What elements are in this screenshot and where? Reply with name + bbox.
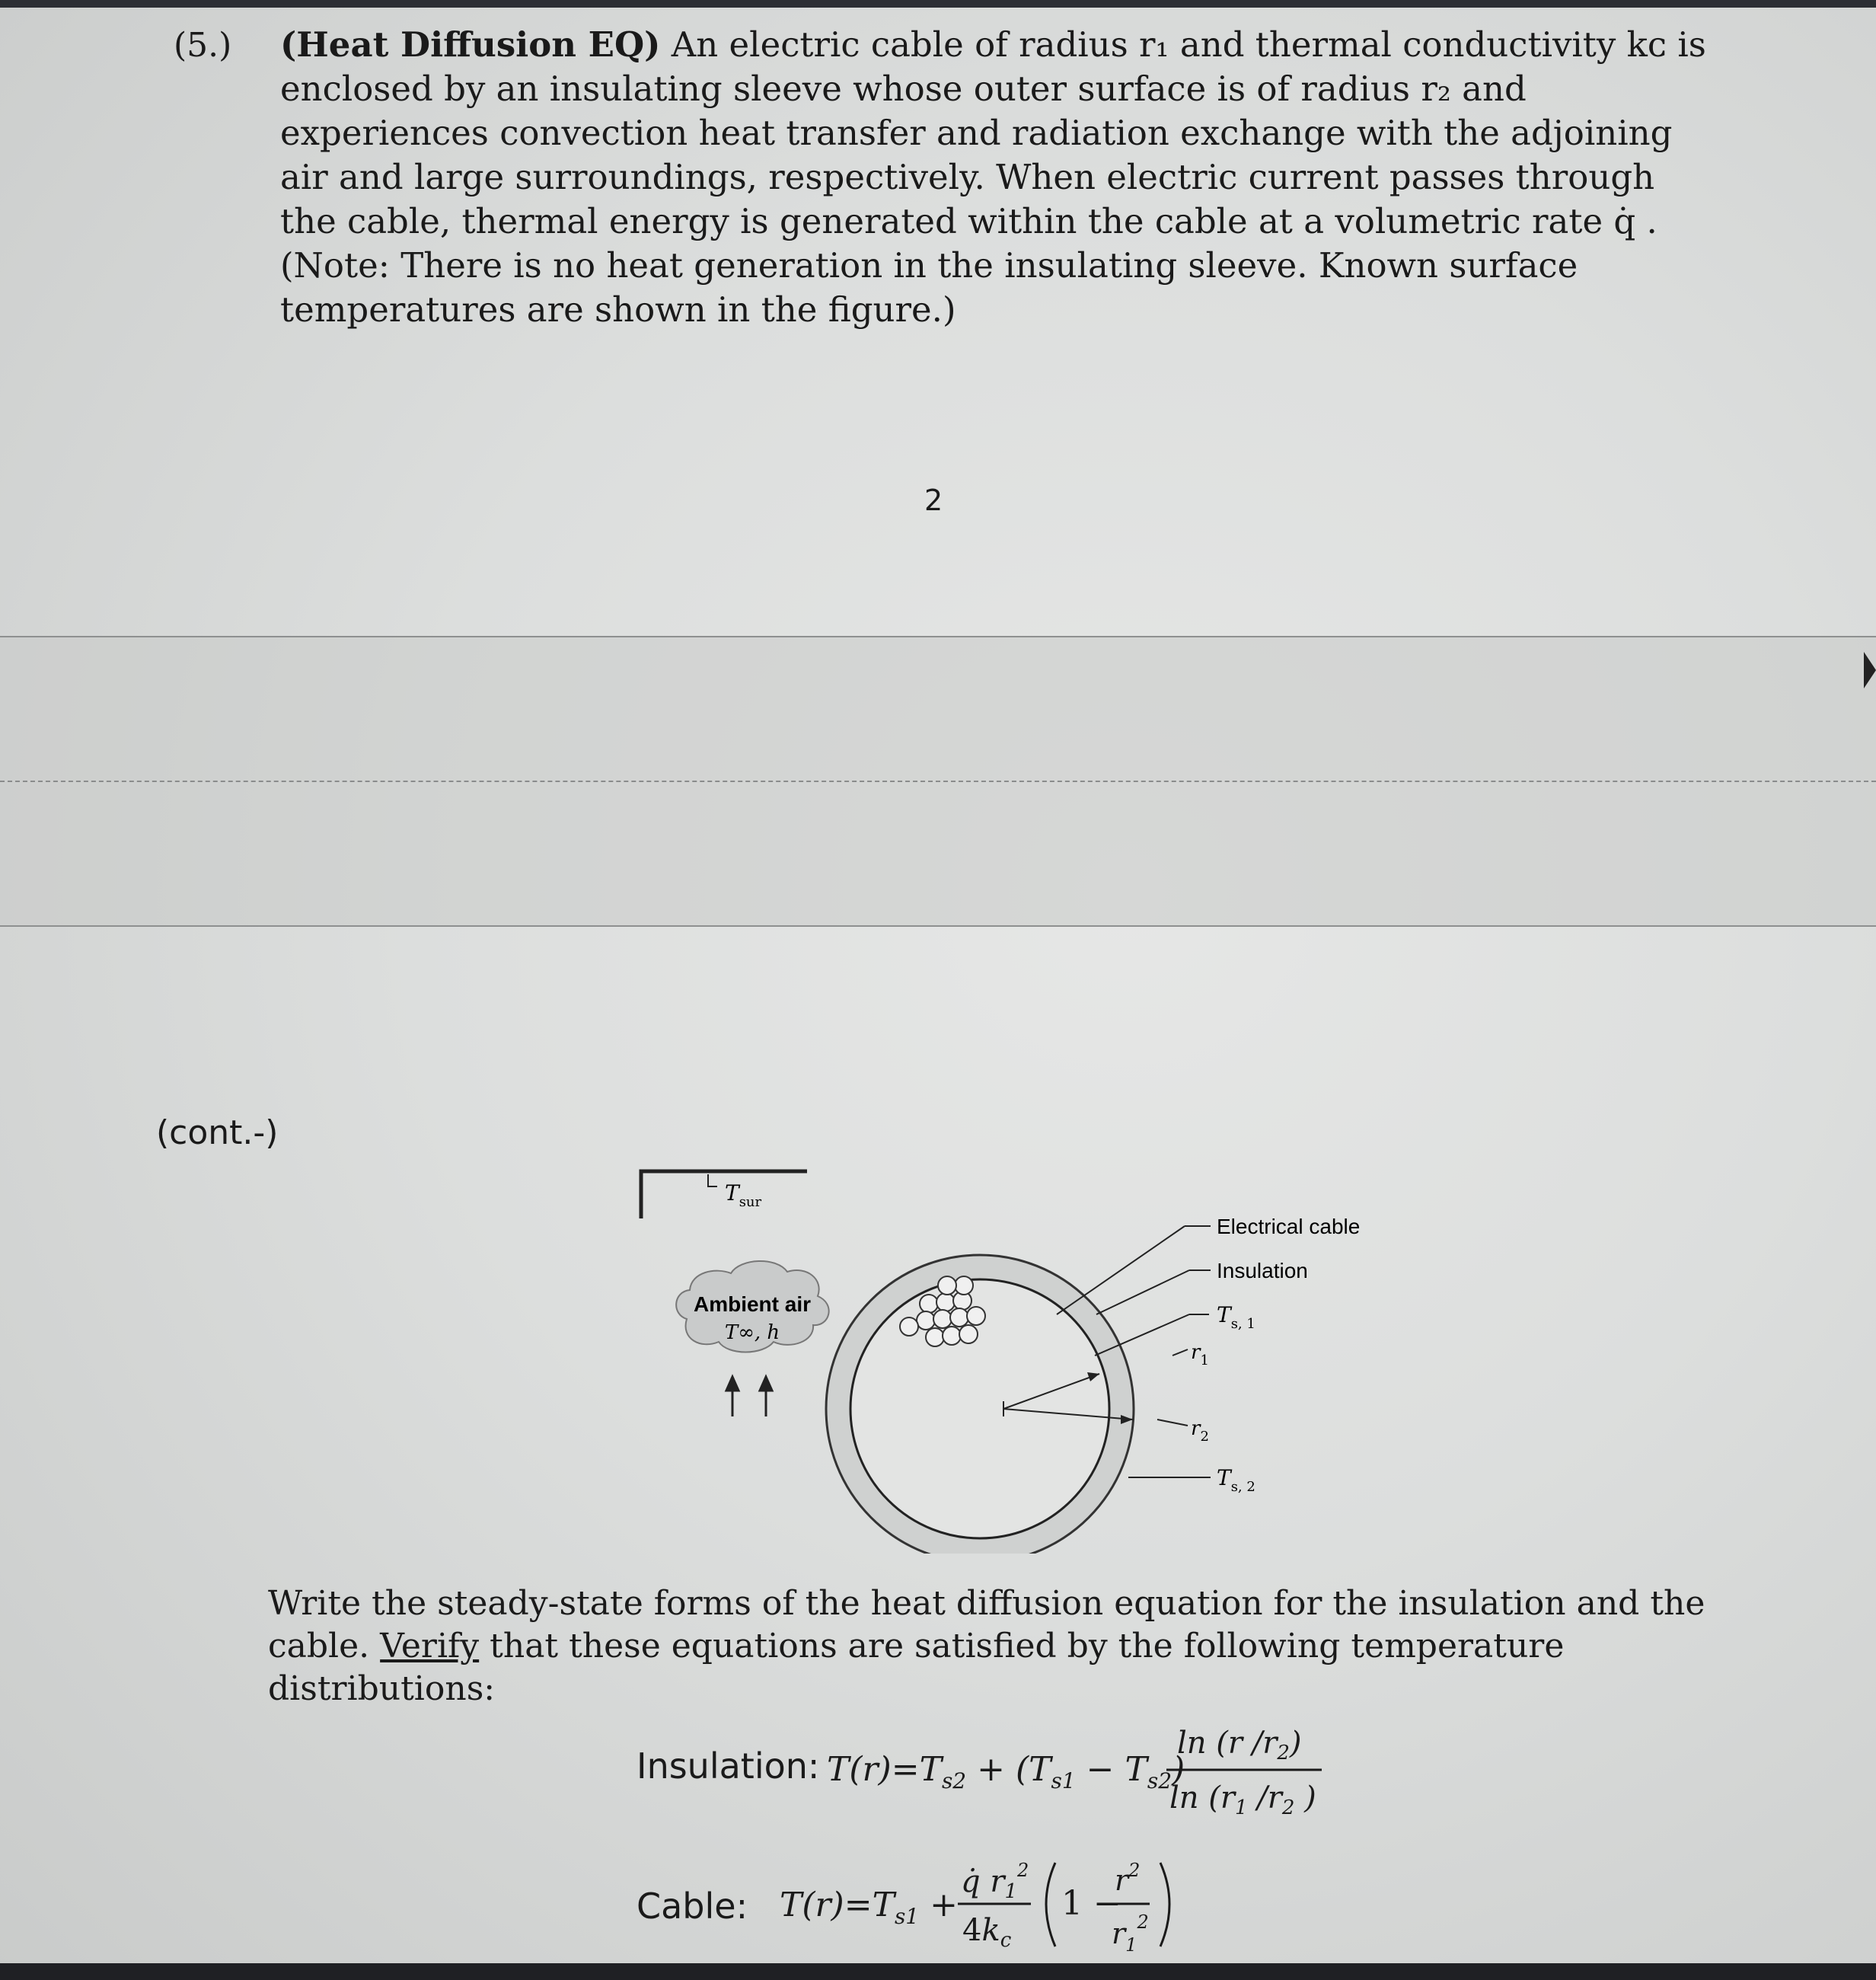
label-ts1: $T_{s, 1}$: [1217, 1302, 1255, 1332]
svg-text:q̇ r12: q̇ $r_1^2$: [961, 1860, 1029, 1903]
svg-text:4kc: $4k_c$: [962, 1913, 1012, 1952]
label-electrical-cable: Electrical cable: [1217, 1215, 1361, 1238]
instructions-text: [268, 1582, 1715, 1710]
svg-text:r12: $r_1^2$: [1112, 1911, 1149, 1956]
svg-text:ln (r1 /r2 ): $\ln (r_1$ $/r_2$ ): [1169, 1780, 1316, 1819]
scroll-arrow-icon[interactable]: [1864, 652, 1876, 688]
label-r2: $r_2$: [1191, 1417, 1209, 1445]
label-ts2: $T_{s, 2}$: [1217, 1465, 1255, 1495]
r2-leader: [1157, 1420, 1188, 1426]
tsur-label: $T_{sur}$: [725, 1180, 762, 1210]
question-number: (5.): [174, 26, 232, 65]
cable-label: Cable:: [636, 1886, 748, 1927]
label-r1: $r_1$: [1191, 1341, 1209, 1368]
label-insulation: Insulation: [1217, 1259, 1308, 1282]
instructions-part1: Write the steady-state forms of the heat diffusion equation for the insulation and the cable.: [268, 1584, 1705, 1665]
air-flow-arrows-icon: [726, 1377, 772, 1416]
ambient-air-vars: T∞, h: [724, 1321, 780, 1344]
top-bezel: [0, 0, 1876, 8]
insulation-label: Insulation:: [636, 1745, 820, 1787]
svg-text:r2: $r^2$: [1115, 1860, 1141, 1897]
question-body: An electric cable of radius r₁ and thermal conductivity kᴄ is enclosed by an insulating sleeve whose outer surface is of radius r₂ and experiences convection heat transfer and radiation exchange with the adjoining air and large surroundings, respectively. When electric current passes through the cable, thermal energy is generated within the cable at a volumetric rate q̇ . (Note: There is no heat generation in the insulating sleeve. Known surface temperatures are shown in the figure.): [280, 24, 1706, 330]
page-number: 2: [924, 484, 943, 517]
svg-text:T(r)=Ts1 +: $T(r)=T_{s1}$ +: [780, 1886, 958, 1929]
tsur-leader: [708, 1174, 717, 1186]
cable-leader: [1057, 1226, 1185, 1314]
svg-text:T(r)=Ts2 + (Ts1 − Ts2): $T(r)=T_{s2} + (T_{s1} - T_{s2})$: [827, 1750, 1185, 1793]
answer-box-top-rule: [0, 636, 1876, 637]
question-title: (Heat Diffusion EQ): [280, 24, 661, 65]
r1-leader: [1172, 1349, 1188, 1356]
continued-label: (cont.-): [156, 1113, 279, 1152]
instructions-verify: Verify: [380, 1627, 480, 1665]
bottom-bezel: [0, 1963, 1876, 1980]
ambient-air-title: Ambient air: [693, 1292, 812, 1316]
cable-equation: [780, 1843, 1252, 1965]
svg-text:1 −: 1 −: [1061, 1884, 1121, 1923]
page-break-dashed-rule: [0, 781, 1876, 782]
surroundings-wall: [641, 1171, 807, 1218]
svg-text:ln (r /r2): ln (r $/r_2$): [1177, 1726, 1302, 1764]
cable-figure: [624, 1142, 1401, 1554]
question-text: [280, 23, 1712, 332]
answer-box-bottom-rule: [0, 925, 1876, 927]
instructions-part2: that these equations are satisfied by the following temperature distributions:: [268, 1627, 1565, 1708]
insulation-equation: [827, 1713, 1329, 1828]
